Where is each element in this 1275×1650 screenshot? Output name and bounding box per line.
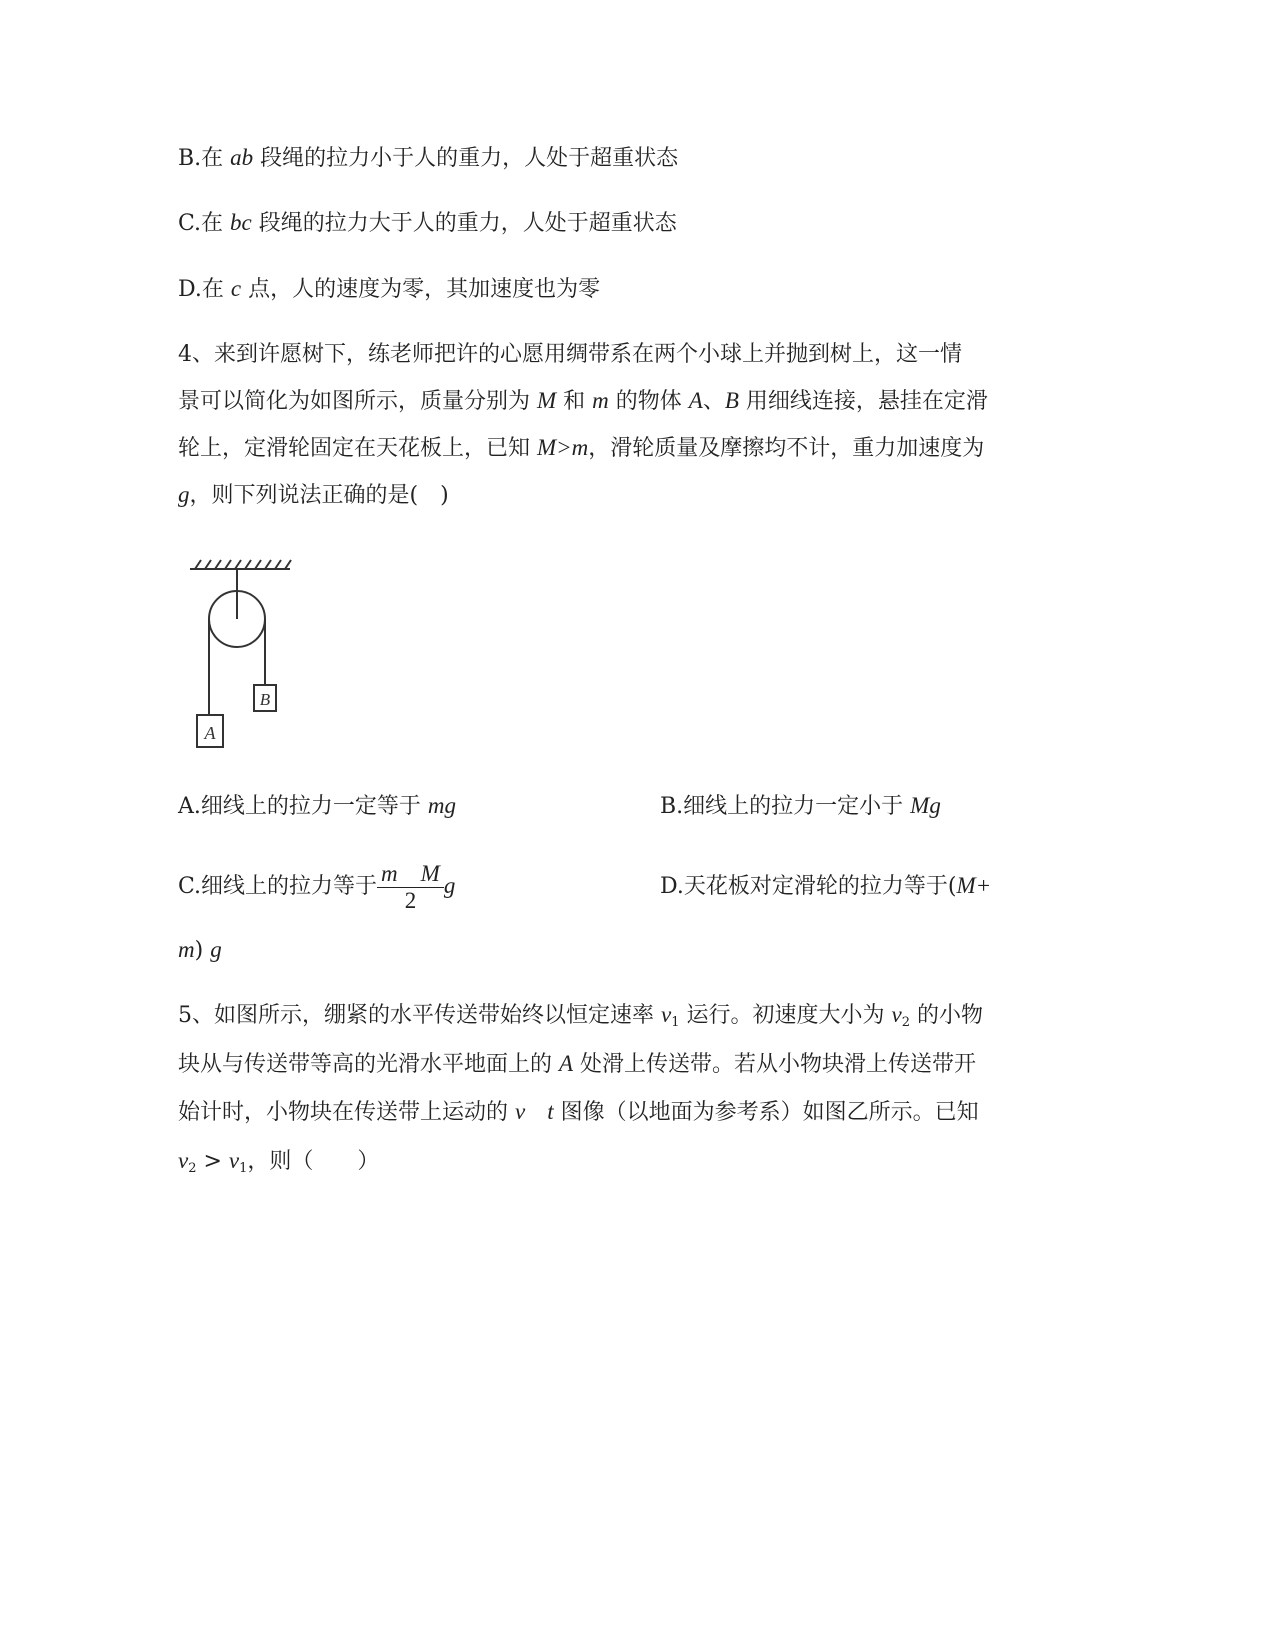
paren: )	[194, 938, 204, 963]
text: 5、如图所示，绷紧的水平传送带始终以恒定速率	[178, 1003, 661, 1028]
gravity-g: g	[178, 482, 190, 507]
expression: m	[178, 937, 195, 962]
velocity-v: v	[891, 1002, 902, 1027]
object-A: A	[688, 388, 703, 413]
greater-than: >	[196, 1149, 229, 1174]
segment-var: ab	[230, 145, 254, 170]
text: ，则（ ）	[247, 1149, 380, 1174]
option-text: 在	[201, 277, 231, 302]
q4-option-b	[660, 791, 941, 822]
block-B-label: B	[259, 690, 271, 709]
option-label: C.	[178, 211, 202, 236]
q4-option-d-continued	[178, 935, 222, 966]
option-c	[178, 208, 677, 239]
segment-var: bc	[230, 210, 252, 235]
object-B: B	[724, 388, 739, 413]
option-d	[178, 274, 600, 305]
option-text: 点，人的速度为零，其加速度也为零	[241, 277, 601, 302]
block-A-label: A	[204, 723, 216, 743]
denominator: 2	[404, 887, 417, 913]
point-A: A	[559, 1051, 574, 1076]
text: 运行。初速度大小为	[679, 1003, 892, 1028]
option-text: 在	[201, 146, 231, 171]
text: 景可以简化为如图所示，质量分别为	[178, 389, 537, 414]
text: 块从与传送带等高的光滑水平地面上的	[178, 1052, 559, 1077]
subscript: 1	[671, 1015, 680, 1030]
expression: M+	[956, 873, 992, 898]
subscript: 2	[188, 1161, 197, 1176]
q4-line-1: 4、来到许愿树下，练老师把许的心愿用绸带系在两个小球上并抛到树上，这一情	[178, 342, 962, 367]
text: 始计时，小物块在传送带上运动的	[178, 1100, 515, 1125]
q5-line-1	[178, 1000, 983, 1038]
q4-line-3	[178, 433, 984, 464]
fraction	[377, 861, 444, 914]
time-t: t	[547, 1099, 554, 1124]
q5-line-4	[178, 1146, 379, 1184]
text: 、	[702, 389, 725, 414]
subscript: 2	[901, 1015, 910, 1030]
q5-line-2	[178, 1049, 976, 1080]
subscript: 1	[239, 1161, 248, 1176]
text: 用细线连接，悬挂在定滑	[738, 389, 988, 414]
option-text: C.细线上的拉力等于	[178, 874, 378, 899]
expression: Mg	[910, 793, 941, 818]
text: 的物体	[608, 389, 689, 414]
expression: mg	[427, 793, 456, 818]
mass-condition: M>m	[537, 435, 589, 460]
q5-line-3	[178, 1097, 979, 1128]
mass-M: M	[537, 388, 557, 413]
point-var: c	[230, 276, 242, 301]
text: 处滑上传送带。若从小物块滑上传送带开	[573, 1052, 977, 1077]
mass-m: m	[592, 388, 609, 413]
option-label: D.	[178, 277, 202, 302]
option-text: 在	[201, 211, 231, 236]
text: 图像（以地面为参考系）如图乙所示。已知	[553, 1100, 979, 1125]
text: 轮上，定滑轮固定在天花板上，已知	[178, 436, 537, 461]
gravity-g: g	[443, 873, 456, 898]
velocity-v: v	[515, 1099, 526, 1124]
text: 和	[556, 389, 593, 414]
text: ，滑轮质量及摩擦均不计，重力加速度为	[588, 436, 985, 461]
q4-option-c	[178, 858, 455, 915]
gap	[525, 1100, 547, 1125]
option-text: D.天花板对定滑轮的拉力等于(	[660, 874, 957, 899]
q4-line-2	[178, 386, 988, 417]
text: 的小物	[910, 1003, 983, 1028]
numerator: m M	[377, 861, 444, 888]
q4-option-d	[660, 871, 991, 902]
text: ，则下列说法正确的是( )	[189, 483, 449, 508]
pulley-figure	[185, 555, 305, 755]
velocity-v: v	[228, 1148, 240, 1173]
option-b	[178, 143, 678, 174]
gravity-g: g	[210, 937, 222, 962]
option-text: A.细线上的拉力一定等于	[178, 794, 428, 819]
option-text: 段绳的拉力小于人的重力，人处于超重状态	[253, 146, 679, 171]
q4-option-a	[178, 791, 456, 822]
q4-line-4	[178, 480, 449, 511]
option-label: B.	[178, 146, 202, 171]
option-text: B.细线上的拉力一定小于	[660, 794, 911, 819]
ceiling	[190, 560, 291, 569]
velocity-v: v	[661, 1002, 672, 1027]
velocity-v: v	[178, 1148, 189, 1173]
option-text: 段绳的拉力大于人的重力，人处于超重状态	[251, 211, 677, 236]
